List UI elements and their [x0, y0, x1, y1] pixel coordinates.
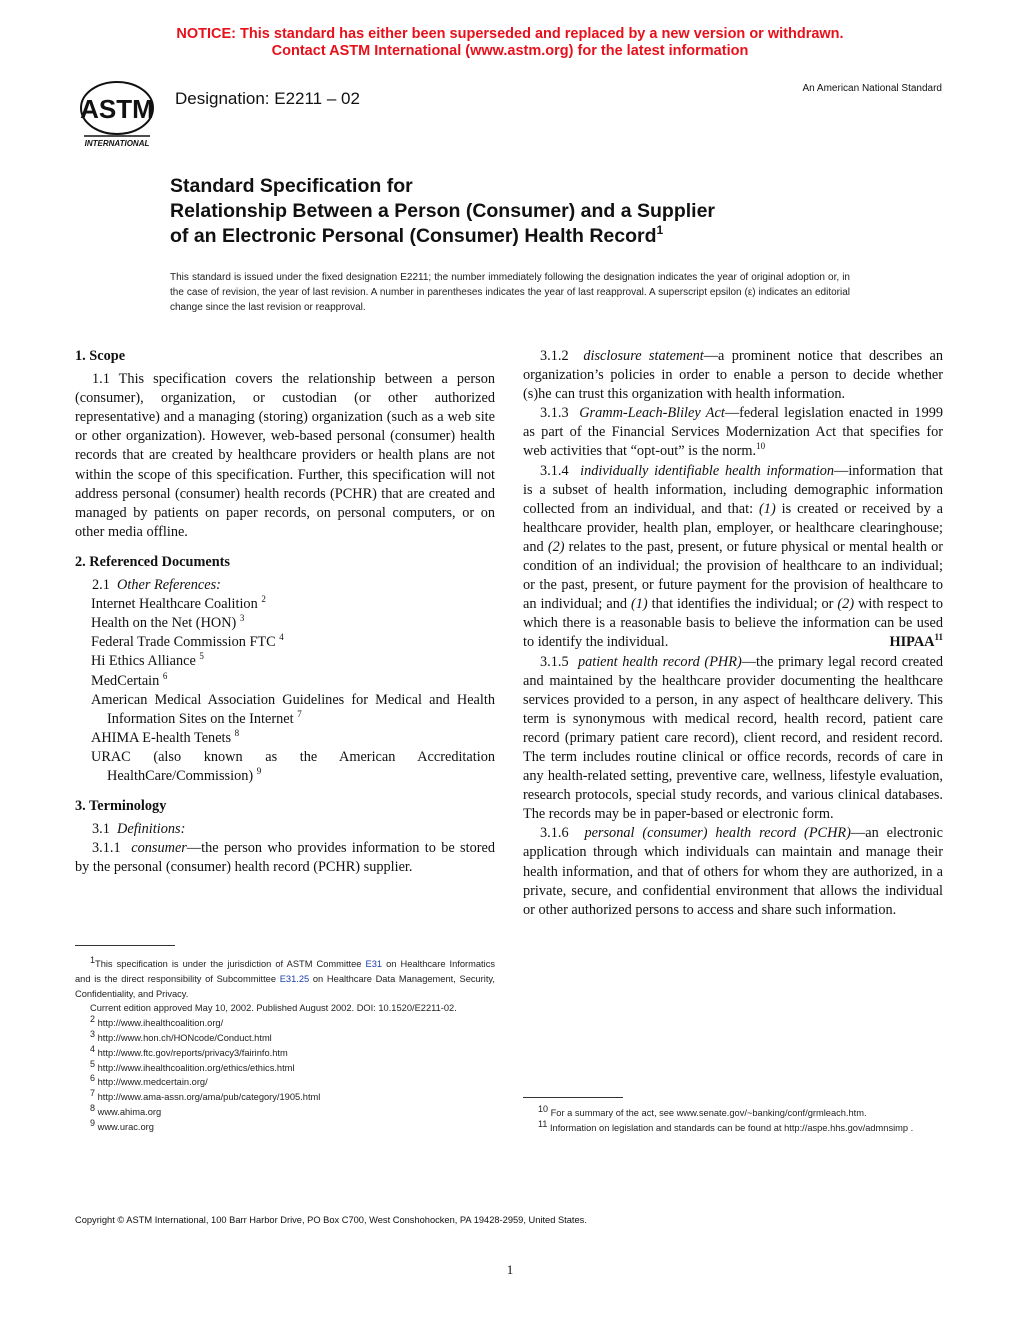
- footnote-url: $^6$ http://www.medcertain.org/: [90, 1073, 208, 1088]
- definition-phr: 3.1.5 patient health record (PHR)—the primary legal record created and maintained by the healthcare provider documenting the healthcare services provided to a person, in any aspect of healthcare delivery. This term is synonymous with medical record, health record, patient care record (primary patient care record), client record, and resident record. The term includes routine clinical or office records, records of care in any health-related setting, preventive care, wellness, lifestyle evaluation, research protocols, special study records, and various clinical databases. The records may be in paper-based or electronic form.: [523, 653, 943, 823]
- footnotes-right: [523, 1103, 943, 1136]
- definition-pchr: 3.1.6 personal (consumer) health record (PCHR)—an electronic application through which individuals can maintain and manage their health information, and that of others for whom they are authorized, in a private, secure, and confidential environment that allows the individual or other authorized persons to access and share such information.: [523, 825, 943, 918]
- reference-item: American Medical Association Guidelines for Medical and Health Information Sites on the Internet $^7$: [91, 691, 495, 727]
- footnote-url: $^9$ www.urac.org: [90, 1117, 154, 1132]
- footnote-1: $^1$This specification is under the jurisdiction of ASTM Committee E31 on Healthcare Informatics and is the direct responsibility of Subcommittee E31.25 on Healthcare Data Management, Security, Confidentiality, and Privacy.: [75, 954, 495, 999]
- title-line-3: of an Electronic Personal (Consumer) Health Record: [170, 225, 657, 247]
- scope-heading: 1. Scope: [75, 348, 126, 364]
- notice-line-1: NOTICE: This standard has either been superseded and replaced by a new version or withdrawn.: [176, 26, 844, 42]
- footnote-url: $^5$ http://www.ihealthcoalition.org/ethics/ethics.html: [90, 1058, 295, 1073]
- withdrawn-notice: [0, 26, 1020, 60]
- footnote-url: $^7$ http://www.ama-assn.org/ama/pub/category/1905.html: [90, 1088, 321, 1103]
- other-references-label: 2.1 Other References:: [92, 577, 221, 594]
- referenced-documents-heading: 2. Referenced Documents: [75, 553, 230, 570]
- copyright: Copyright © ASTM International, 100 Barr Harbor Drive, PO Box C700, West Conshohocken, PA 19428-2959, United States.: [75, 1215, 587, 1225]
- reference-item: Internet Healthcare Coalition $^2$: [91, 594, 266, 613]
- left-column: [75, 347, 495, 877]
- astm-logo: [74, 78, 160, 150]
- title-line-2: Relationship Between a Person (Consumer) and a Supplier: [170, 200, 716, 222]
- footnote-url: $^3$ http://www.hon.ch/HONcode/Conduct.html: [90, 1028, 272, 1043]
- definition-disclosure-statement: 3.1.2 disclosure statement—a prominent notice that describes an organization’s policies in order to enable a person to decide whether (s)he can trust this organization with health information.: [523, 348, 944, 403]
- subcommittee-link[interactable]: E31.25: [279, 973, 310, 984]
- footnote-url: $^8$ www.ahima.org: [90, 1102, 162, 1117]
- notice-line-2: Contact ASTM International (www.astm.org) for the latest information: [271, 43, 749, 59]
- footnote-11: $^{11}$ Information on legislation and standards can be found at http://aspe.hhs.gov/admnsimp .: [538, 1118, 914, 1133]
- title-footnote-ref: 1: [656, 223, 664, 237]
- right-column: [523, 347, 943, 920]
- footnote-url: $^2$ http://www.ihealthcoalition.org/: [90, 1014, 224, 1029]
- designation: Designation: E2211 – 02: [175, 89, 360, 108]
- document-title: [170, 174, 870, 249]
- hipaa-source: HIPAA$^{11}$: [889, 632, 943, 651]
- definition-glba: 3.1.3 Gramm-Leach-Bliley Act—federal legislation enacted in 1999 as part of the Financial Services Modernization Act that specifies for web activities that “opt-out” is the norm.$^{10}$: [523, 405, 944, 460]
- reference-item: MedCertain $^6$: [91, 670, 168, 689]
- astm-logo-icon: [74, 78, 160, 150]
- committee-link[interactable]: E31: [365, 959, 383, 969]
- footnote-rule-right: [523, 1097, 623, 1098]
- footnote-rule-left: [75, 945, 175, 946]
- reference-item: Federal Trade Commission FTC $^4$: [91, 632, 284, 651]
- footnote-url: $^4$ http://www.ftc.gov/reports/privacy3/fairinfo.htm: [90, 1043, 288, 1058]
- reference-item: Health on the Net (HON) $^3$: [91, 613, 245, 632]
- reference-item: Hi Ethics Alliance $^5$: [91, 651, 204, 670]
- logo-subtext: INTERNATIONAL: [84, 139, 150, 148]
- terminology-heading: 3. Terminology: [75, 798, 167, 815]
- reference-item: URAC (also known as the American Accreditation HealthCare/Commission) $^9$: [91, 748, 495, 784]
- page-number: 1: [506, 1262, 514, 1277]
- american-national-standard: An American National Standard: [802, 83, 942, 94]
- definition-iihi: 3.1.4 individually identifiable health information—information that is a subset of health information, including demographic information collected from an individual, and that: (1) is created or received by a healthcare provider, health plan, employer, or healthcare clearinghouse; and (2) relates to the past, present, or future physical or mental health or condition of an individual; the provision of healthcare to an individual; or the past, present, or future payment for the provision of healthcare to an individual; and (1) that identifies the individual; or (2) with respect to which there is a reasonable basis to believe the information can be used to identify the individual. HIPAA$^{11}$: [523, 462, 943, 653]
- issued-note: This standard is issued under the fixed designation E2211; the number immediately following the designation indicates the year of original adoption or, in the case of revision, the year of last revision. A number in parentheses indicates the year of last reapproval. A superscript epsilon (ε) indicates an editorial change since the last revision or reapproval.: [170, 272, 850, 313]
- definitions-label: 3.1 Definitions:: [92, 821, 186, 838]
- logo-text: ASTM: [80, 94, 154, 124]
- footnote-10: $^{10}$ For a summary of the act, see www.senate.gov/~banking/conf/grmleach.htm.: [538, 1103, 867, 1118]
- footnotes-left: [75, 954, 495, 1135]
- title-line-1: Standard Specification for: [170, 175, 413, 197]
- definition-consumer: 3.1.1 consumer—the person who provides information to be stored by the personal (consumer) health record (PCHR) supplier.: [75, 840, 495, 876]
- reference-item: AHIMA E-health Tenets $^8$: [91, 728, 240, 746]
- footnote-1-edition: Current edition approved May 10, 2002. Published August 2002. DOI: 10.1520/E2211-02.: [90, 1003, 457, 1014]
- scope-text: 1.1 This specification covers the relationship between a person (consumer), organization, or custodian (or other authorized representative) and a managing (storing) organization (such as a web site or other organization). However, web-based personal (consumer) health records that are created by healthcare providers or health plans are not within the scope of this specification. Further, this specification will not address personal (consumer) health records (PCHR) that are created and managed by patients on paper records, on personal computers, or on other media offline.: [75, 371, 495, 540]
